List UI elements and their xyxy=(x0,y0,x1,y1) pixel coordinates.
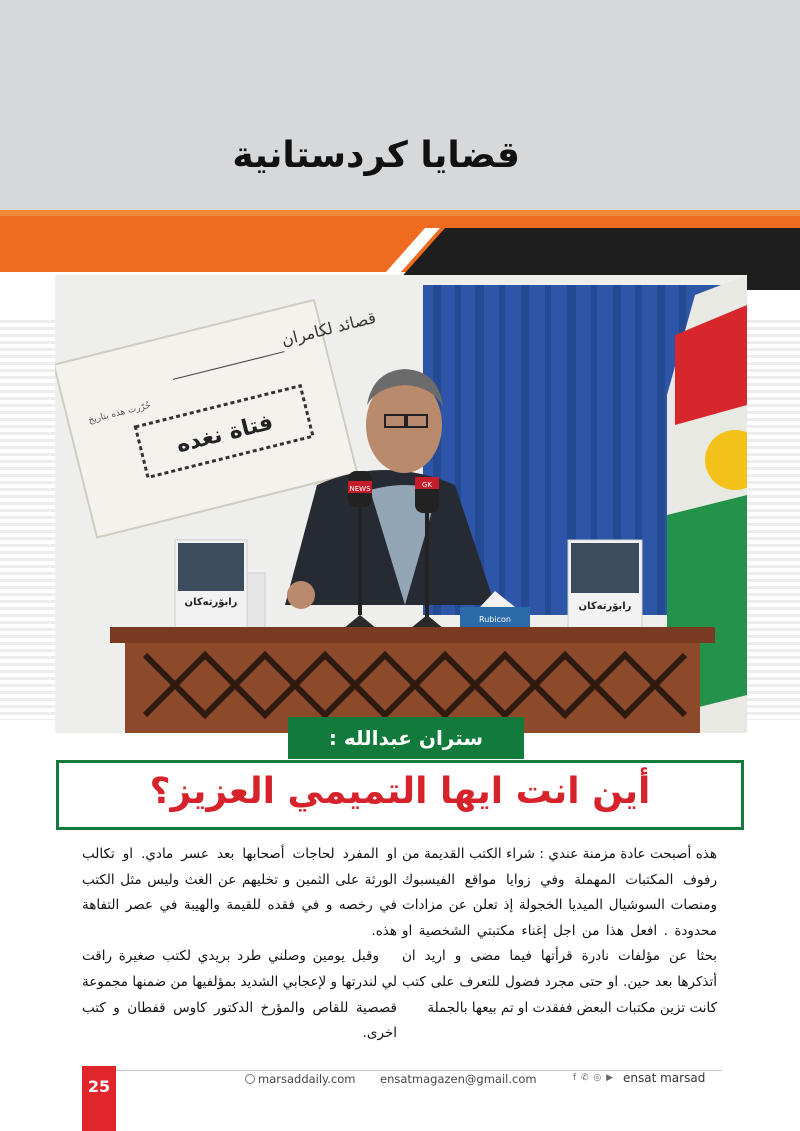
social-icons[interactable]: f ✆ ◎ ▶ xyxy=(573,1073,615,1083)
globe-icon xyxy=(245,1074,255,1084)
mic-label-news: NEWS xyxy=(349,485,371,493)
website-link[interactable]: marsaddaily.com xyxy=(245,1072,355,1086)
svg-text:Rubicon: Rubicon xyxy=(479,615,511,624)
footer-brand: ensat marsad xyxy=(623,1071,706,1085)
paragraph: وقبل يومين وصلني طرد بريدي لكتب صغيرة راقت لي لندرتها و لإعجابي الشديد بمؤلفيها من ضمنها مجموعة قصصية للقاص والمؤرخ الدكتور كاوس قفطان و كتب اخرى. xyxy=(82,948,397,1042)
book-cover-right xyxy=(568,540,642,638)
author-name: ستران عبدالله : xyxy=(288,717,524,759)
svg-text:رابۆرتەكان: رابۆرتەكان xyxy=(578,601,632,612)
book-note-title: قصائد لكامران xyxy=(279,307,378,350)
svg-text:رابۆرتەكان: رابۆرتەكان xyxy=(184,597,238,608)
paragraph: او المفرد لحاجات أصحابها بعد عسر مادي. او تكالب الورثة على الثمين و تخليهم عن الغث وليس مثل الكتب في رخصه و في فقده للقيمة والهيبة في عصر التفاهة هذه. xyxy=(82,846,397,939)
article-column-left xyxy=(82,842,397,1047)
decorative-stripes-left xyxy=(0,320,55,720)
article-photo xyxy=(55,275,747,733)
headline-frame xyxy=(56,760,744,830)
section-title: قضايا كردستانية xyxy=(232,135,520,176)
page-number: 25 xyxy=(82,1066,116,1131)
header-background xyxy=(0,0,800,210)
article-headline: أين انت ايها التميمي العزيز؟ xyxy=(149,771,651,812)
article-column-right xyxy=(402,842,717,1021)
desk xyxy=(110,627,715,643)
mic-label-gk: GK xyxy=(421,481,433,489)
book-title: فتاة نغده xyxy=(173,409,276,459)
orange-banner-highlight xyxy=(0,210,800,216)
email-link[interactable]: ensatmagazen@gmail.com xyxy=(380,1072,537,1086)
paragraph: هذه أصبحت عادة مزمنة عندي : شراء الكتب القديمة من رفوف المكتبات المهملة وفي زوايا مواقع الفيسبوك ومنصات السوشيال الميديا الخجولة إذ تعلن عن مزادات محدودة . افعل هذا من اجل إغناء مكتبتي الشخصية او بحثا عن مؤلفات نادرة قرأتها فيما مضى و اريد ان أتذكرها بعد حين. او حتى مجرد فضول للتعرف على كتب كانت تزين مكتبات البعض ففقدت او تم بيعها بالجملة xyxy=(402,846,717,1016)
decorative-stripes-right xyxy=(745,320,800,720)
handwritten-note: حُرّرت هذه بتاريخ xyxy=(87,400,152,426)
